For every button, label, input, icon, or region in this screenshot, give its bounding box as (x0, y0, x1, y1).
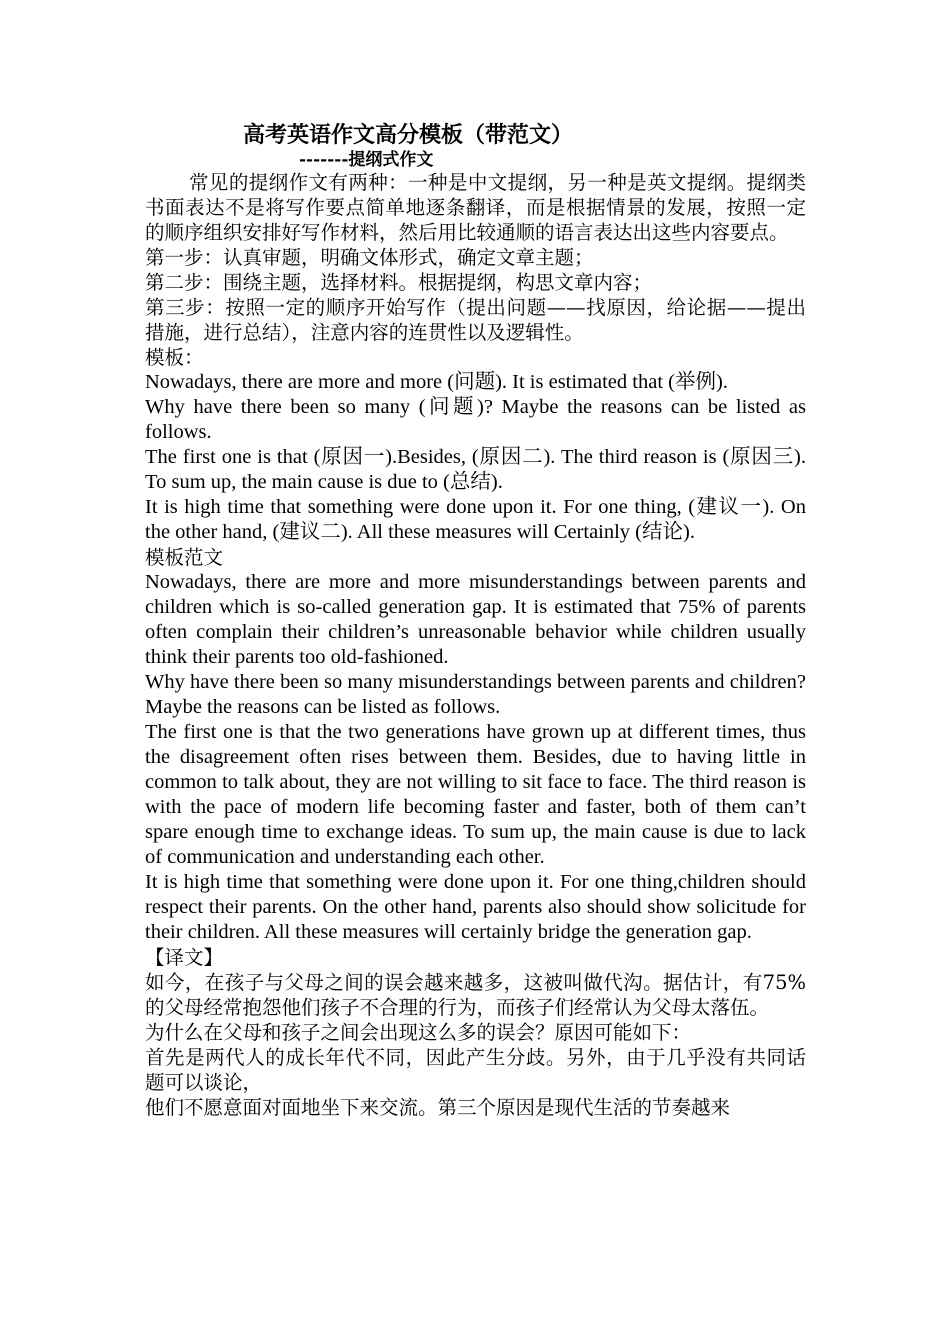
step-3: 第三步：按照一定的顺序开始写作（提出问题——找原因，给论据——提出措施，进行总结），注意内容的连贯性以及逻辑性。 (145, 296, 806, 344)
template-line-3: The first one is that (原因一).Besides, (原因二). The third reason is (原因三). To sum up, the main cause is due to (总结). (145, 446, 806, 493)
translation-paragraph-1: 如今，在孩子与父母之间的误会越来越多，这被叫做代沟。据估计，有75%的父母经常抱怨他们孩子不合理的行为，而孩子们经常认为父母太落伍。 (145, 971, 806, 1019)
template-line-4: It is high time that something were done upon it. For one thing, (建议一). On the other hand, (建议二). All these measures will Certainly (结论). (145, 496, 806, 543)
step-1: 第一步：认真审题，明确文体形式，确定文章主题； (145, 246, 594, 269)
document-title: 高考英语作文高分模板（带范文） (243, 122, 574, 148)
sample-paragraph-3: The first one is that the two generations have grown up at different times, thus the disagreement often rises between them. Besides, due to having little in common to talk about, they are not willing to sit face to face. The third reason is with the pace of modern life becoming faster and faster, both of them can’t spare enough time to exchange ideas. To sum up, the main cause is due to lack of communication and understanding each other. (145, 721, 806, 868)
sample-paragraph-2: Why have there been so many misunderstandings between parents and children? Maybe the reasons can be listed as follows. (145, 671, 806, 718)
template-line-1: Nowadays, there are more and more (问题). It is estimated that (举例). (145, 371, 728, 393)
sample-paragraph-1: Nowadays, there are more and more misunderstandings between parents and children which is so-called generation gap. It is estimated that 75% of parents often complain their children’s unreasonable behavior while children usually think their parents too old-fashioned. (145, 571, 806, 668)
template-line-2: Why have there been so many (问题)? Maybe the reasons can be listed as follows. (145, 396, 806, 443)
document-page (145, 120, 806, 1120)
translation-paragraph-3: 首先是两代人的成长年代不同，因此产生分歧。另外，由于几乎没有共同话题可以谈论， (145, 1046, 806, 1094)
intro-paragraph: 常见的提纲作文有两种：一种是中文提纲，另一种是英文提纲。提纲类书面表达不是将写作要点简单地逐条翻译，而是根据情景的发展，按照一定的顺序组织安排好写作材料，然后用比较通顺的语言表达出这些内容要点。 (145, 171, 806, 244)
template-heading: 模板： (145, 346, 204, 369)
sample-heading: 模板范文 (145, 546, 224, 569)
sample-paragraph-4: It is high time that something were done upon it. For one thing,children should respect their parents. On the other hand, parents also should show solicitude for their children. All these measures will certainly bridge the generation gap. (145, 871, 806, 943)
document-subtitle: -------提纲式作文 (299, 150, 434, 170)
translation-paragraph-2: 为什么在父母和孩子之间会出现这么多的误会？原因可能如下： (145, 1021, 692, 1044)
translation-paragraph-4: 他们不愿意面对面地坐下来交流。第三个原因是现代生活的节奏越来 (145, 1096, 731, 1119)
translation-heading: 【译文】 (145, 946, 224, 969)
step-2: 第二步：围绕主题，选择材料。根据提纲，构思文章内容； (145, 271, 653, 294)
